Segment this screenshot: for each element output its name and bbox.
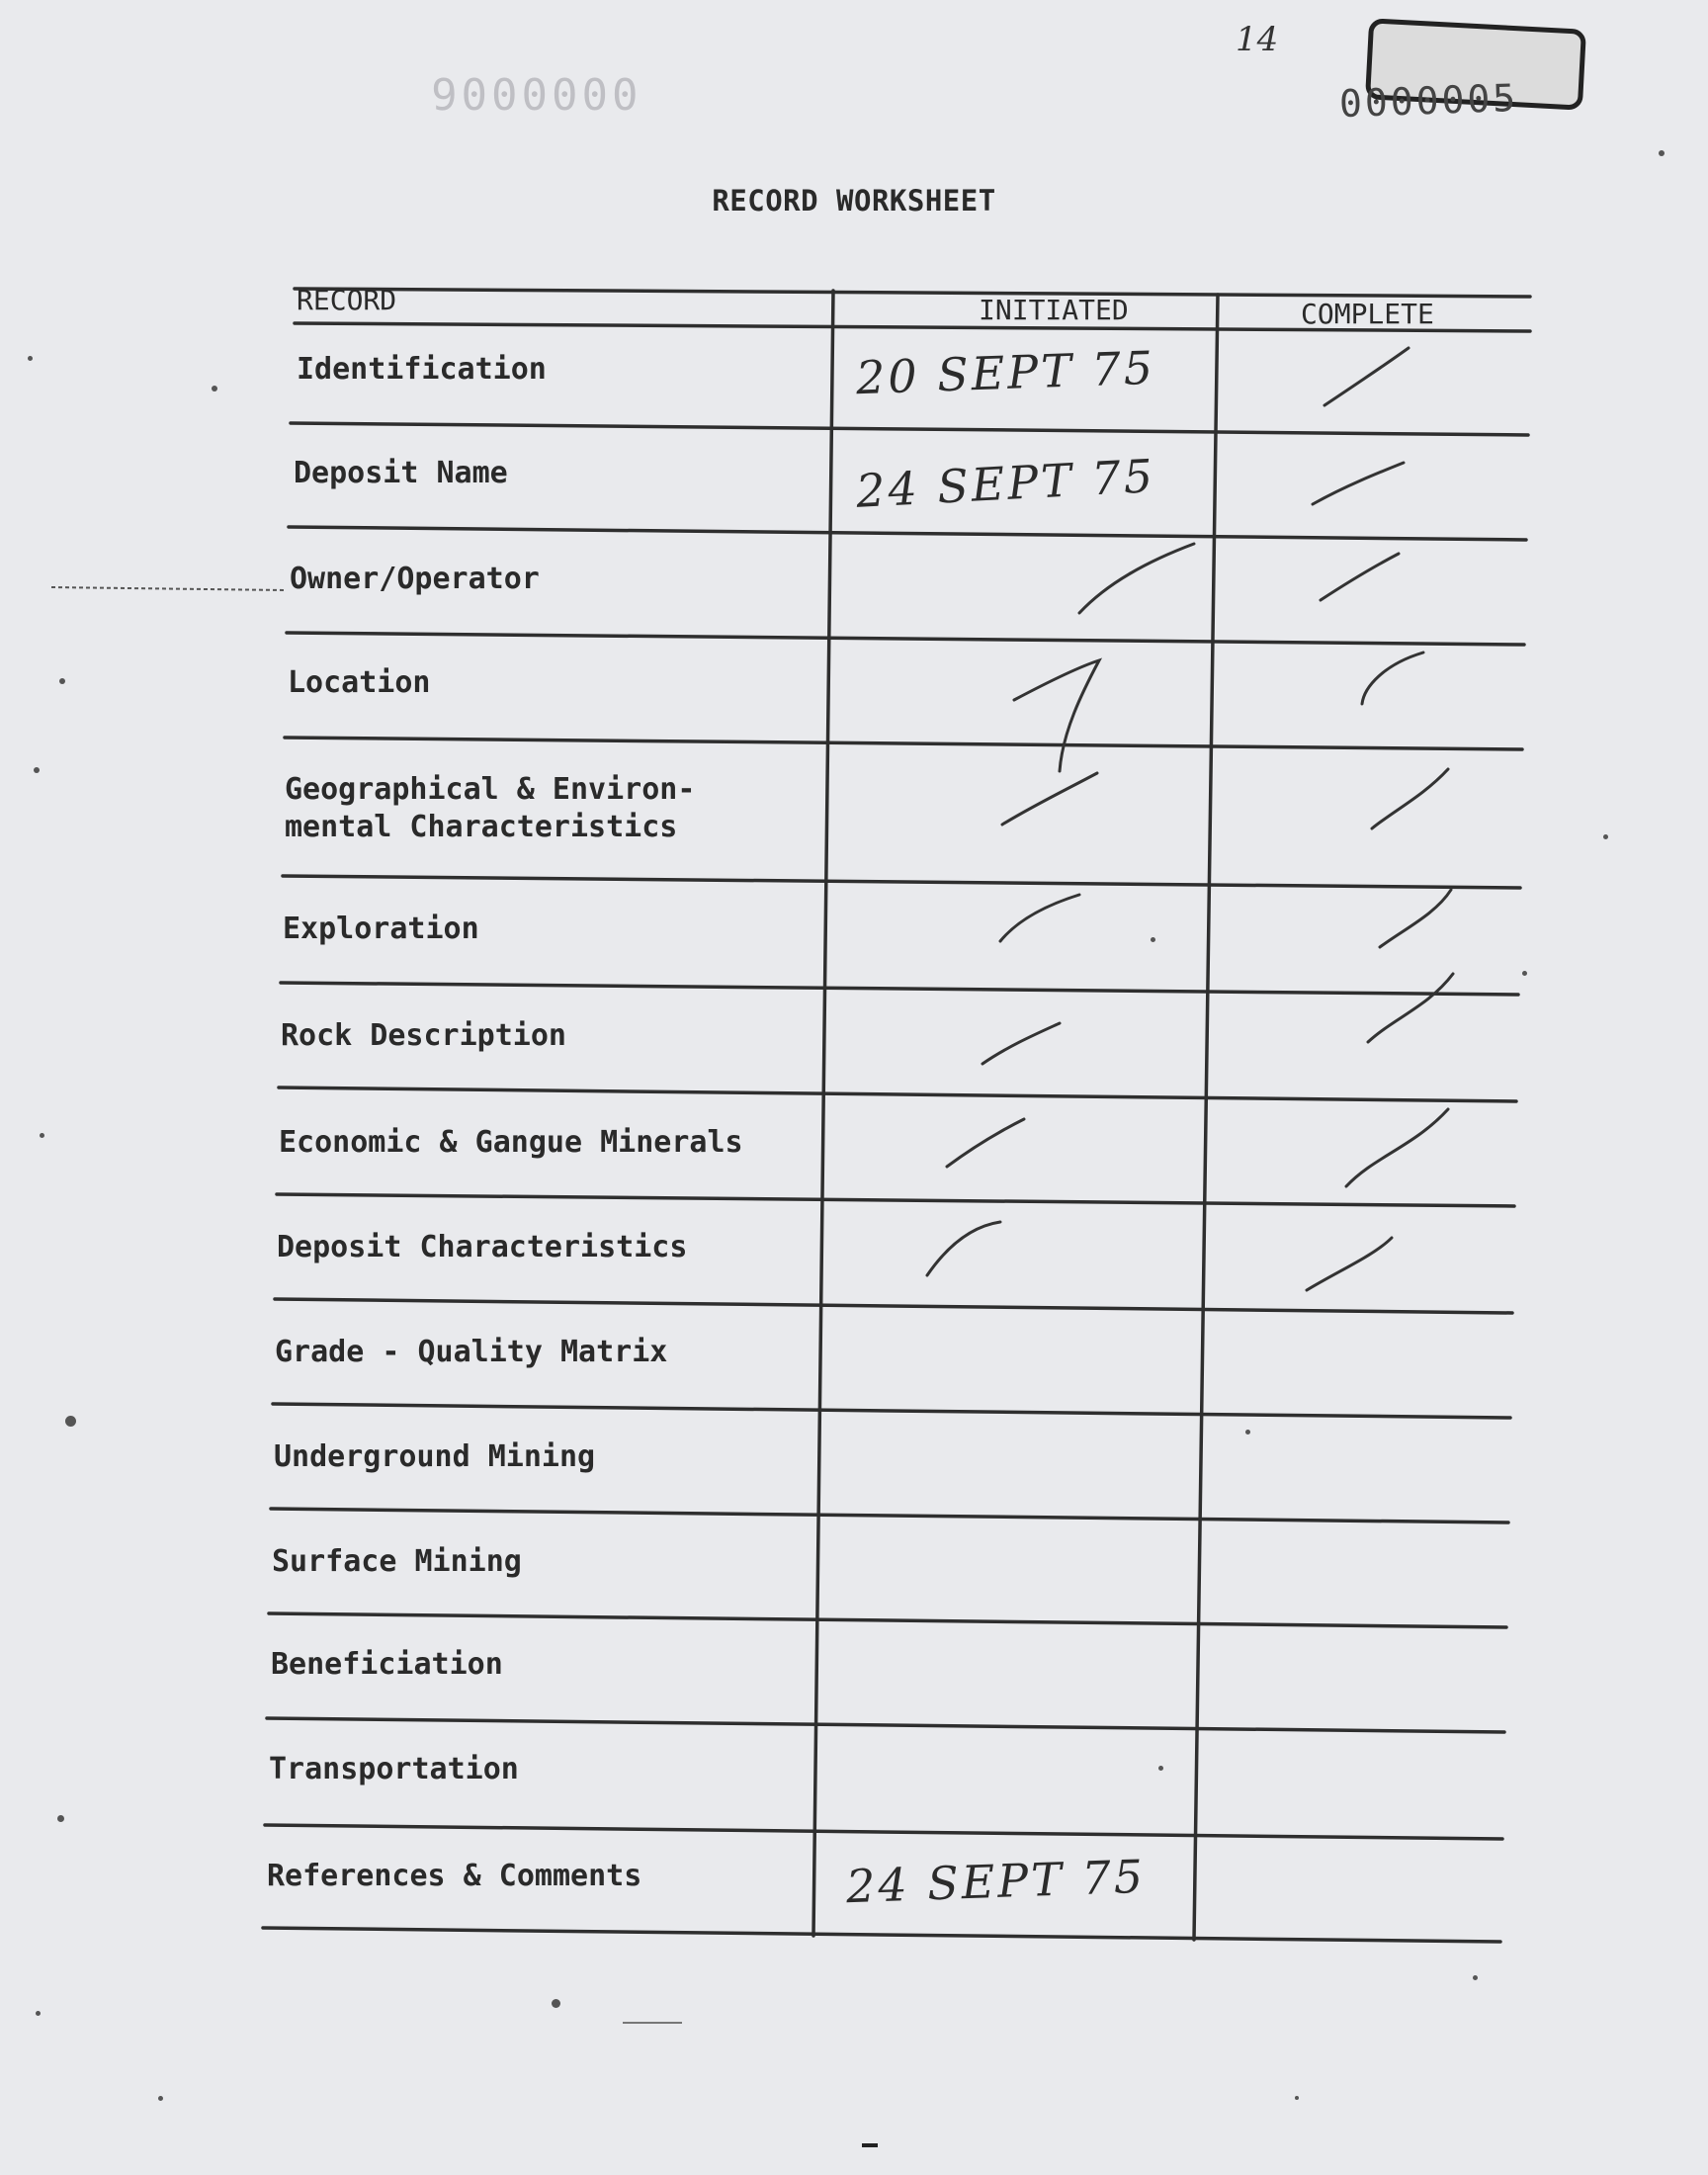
- scan-speck: [158, 2096, 163, 2101]
- scan-speck: [1659, 150, 1665, 156]
- scan-speck: [28, 356, 33, 361]
- scan-speck: [1522, 971, 1527, 976]
- scan-speck: [212, 386, 217, 392]
- header-complete: COMPLETE: [1301, 298, 1434, 330]
- check-mark-icon: [1321, 554, 1399, 600]
- check-mark-icon: [982, 1023, 1060, 1064]
- initiated-date-deposit-name: 24 SEPT 75: [854, 449, 1157, 518]
- check-mark-icon: [1372, 769, 1448, 828]
- scan-speck: [65, 1416, 76, 1427]
- header-record: RECORD: [297, 284, 397, 316]
- check-mark-icon: [1368, 974, 1453, 1042]
- scan-speck: [1158, 1766, 1163, 1771]
- initiated-date-identification: 20 SEPT 75: [855, 340, 1156, 405]
- check-mark-icon: [1307, 1238, 1392, 1290]
- handwritten-page-number: 14: [1236, 20, 1279, 59]
- row-label-deposit-name: Deposit Name: [294, 456, 508, 490]
- check-mark-icon: [1000, 895, 1079, 941]
- check-mark-icon: [927, 1222, 1000, 1275]
- page-title: RECORD WORKSHEET: [712, 184, 996, 218]
- scan-speck: [36, 2011, 41, 2016]
- check-mark-icon: [947, 1119, 1024, 1167]
- check-mark-icon: [1380, 890, 1451, 947]
- scan-speck: [1151, 937, 1155, 942]
- row-label-grade-quality-matrix: Grade - Quality Matrix: [275, 1335, 668, 1369]
- row-label-rock-description: Rock Description: [281, 1018, 566, 1053]
- check-mark-icon: [1079, 544, 1194, 613]
- header-initiated: INITIATED: [979, 294, 1129, 326]
- scan-speck: [1603, 834, 1608, 839]
- scan-speck: [1473, 1975, 1478, 1980]
- check-mark-icon: [1324, 348, 1409, 405]
- check-mark-icon: [1014, 660, 1099, 771]
- row-label-location: Location: [288, 665, 431, 700]
- row-label-identification: Identification: [297, 352, 547, 387]
- scan-speck: [1295, 2096, 1299, 2100]
- initiated-date-references-comments: 24 SEPT 75: [845, 1849, 1147, 1914]
- row-label-surface-mining: Surface Mining: [272, 1544, 522, 1579]
- row-label-transportation: Transportation: [269, 1752, 519, 1786]
- row-label-geographical-environmental: Geographical & Environ- mental Characteristics: [285, 772, 696, 844]
- check-mark-icon: [1346, 1109, 1448, 1186]
- row-label-beneficiation: Beneficiation: [271, 1647, 503, 1682]
- scan-speck: [34, 767, 40, 773]
- row-label-owner-operator: Owner/Operator: [290, 562, 540, 596]
- scan-speck: [1245, 1430, 1250, 1435]
- row-label-references-comments: References & Comments: [267, 1859, 642, 1893]
- scan-speck: [59, 678, 65, 684]
- scan-speck: [57, 1815, 64, 1822]
- check-mark-icon: [1002, 773, 1097, 825]
- row-label-exploration: Exploration: [283, 912, 479, 946]
- check-mark-icon: [1362, 652, 1423, 704]
- row-label-underground-mining: Underground Mining: [274, 1439, 596, 1474]
- scan-speck: [40, 1133, 44, 1138]
- row-label-deposit-characteristics: Deposit Characteristics: [277, 1230, 688, 1264]
- bleed-through-number: 0000006: [427, 67, 639, 118]
- check-mark-icon: [1313, 463, 1404, 504]
- row-label-economic-gangue-minerals: Economic & Gangue Minerals: [279, 1125, 743, 1160]
- scan-speck: [552, 1999, 560, 2008]
- stamped-document-number: 0000005: [1338, 75, 1519, 127]
